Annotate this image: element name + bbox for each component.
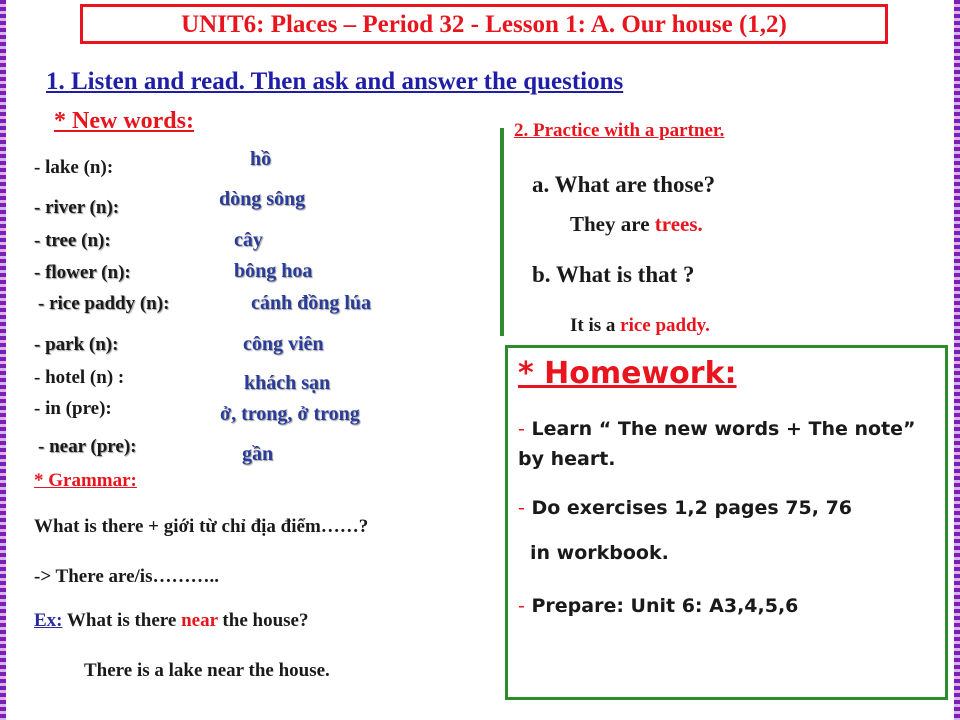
homework-item-text: Learn “ The new words + The note” by heart. <box>518 418 916 470</box>
practice-divider <box>500 128 504 336</box>
vocab-en-near: - near (pre): <box>38 436 137 457</box>
practice-question-b: b. What is that ? <box>532 262 695 287</box>
new-words-heading <box>54 108 194 135</box>
vocab-vi-lake: hồ <box>250 148 272 170</box>
section-1-heading: 1. Listen and read. Then ask and answer the questions <box>46 68 624 95</box>
lesson-title: UNIT6: Places – Period 32 - Lesson 1: A. Our house (1,2) <box>80 4 888 44</box>
vocab-en-rice-paddy: - rice paddy (n): <box>38 293 170 314</box>
answer-a-part1: They are <box>570 212 655 236</box>
vocab-en-in: - in (pre): <box>34 398 112 419</box>
grammar-heading: * Grammar: <box>34 470 137 491</box>
vocab-en-tree: - tree (n): <box>34 230 111 251</box>
homework-dash: - <box>518 418 525 440</box>
homework-item-1 <box>518 414 938 474</box>
homework-item-text: Do exercises 1,2 pages 75, 76 <box>524 497 853 519</box>
vocab-en-lake: - lake (n): <box>34 157 114 178</box>
vocab-vi-flower: bông hoa <box>234 260 313 282</box>
homework-box <box>505 345 948 700</box>
grammar-pattern: What is there + giới từ chỉ địa điểm……? <box>34 516 369 537</box>
vocab-vi-in: ở, trong, ở trong <box>220 403 360 425</box>
answer-b-highlight: rice paddy. <box>620 315 710 336</box>
vocab-vi-park: công viên <box>243 333 324 355</box>
vocab-en-hotel: - hotel (n) : <box>34 367 125 388</box>
practice-answer-b <box>570 315 710 337</box>
answer-a-highlight: trees. <box>654 212 703 236</box>
homework-item-3 <box>518 591 798 621</box>
homework-dash: - <box>518 497 525 519</box>
vocab-en-river: - river (n): <box>34 197 120 218</box>
practice-question-a: a. What are those? <box>532 172 716 197</box>
vocab-vi-rice-paddy: cánh đồng lúa <box>251 292 372 314</box>
left-decorative-border <box>0 0 6 720</box>
practice-heading: 2. Practice with a partner. <box>514 120 725 141</box>
homework-dash: - <box>518 595 525 617</box>
example-label: Ex: <box>34 610 63 631</box>
example-question-part1: What is there <box>62 610 182 631</box>
example-question-part2: the house? <box>217 610 309 631</box>
vocab-vi-near: gần <box>242 443 274 465</box>
homework-item-2-continued <box>530 538 669 568</box>
grammar-answer-pattern: -> There are/is……….. <box>34 566 219 587</box>
vocab-vi-hotel: khách sạn <box>244 372 331 394</box>
homework-item-2 <box>518 493 852 523</box>
homework-item-text: in workbook. <box>530 542 669 564</box>
homework-item-text: Prepare: Unit 6: A3,4,5,6 <box>524 595 799 617</box>
vocab-vi-tree: cây <box>234 229 263 251</box>
vocab-vi-river: dòng sông <box>219 188 306 210</box>
grammar-example-question <box>34 610 308 632</box>
vocab-en-flower: - flower (n): <box>34 262 131 283</box>
example-question-highlight: near <box>181 610 218 631</box>
homework-title: * Homework: <box>518 356 737 391</box>
answer-b-part1: It is a <box>570 315 621 336</box>
practice-answer-a <box>570 212 703 237</box>
right-decorative-border <box>954 0 960 720</box>
vocab-en-park: - park (n): <box>34 334 119 355</box>
grammar-example-answer: There is a lake near the house. <box>84 660 330 681</box>
new-words-label: * New words: <box>54 108 194 134</box>
